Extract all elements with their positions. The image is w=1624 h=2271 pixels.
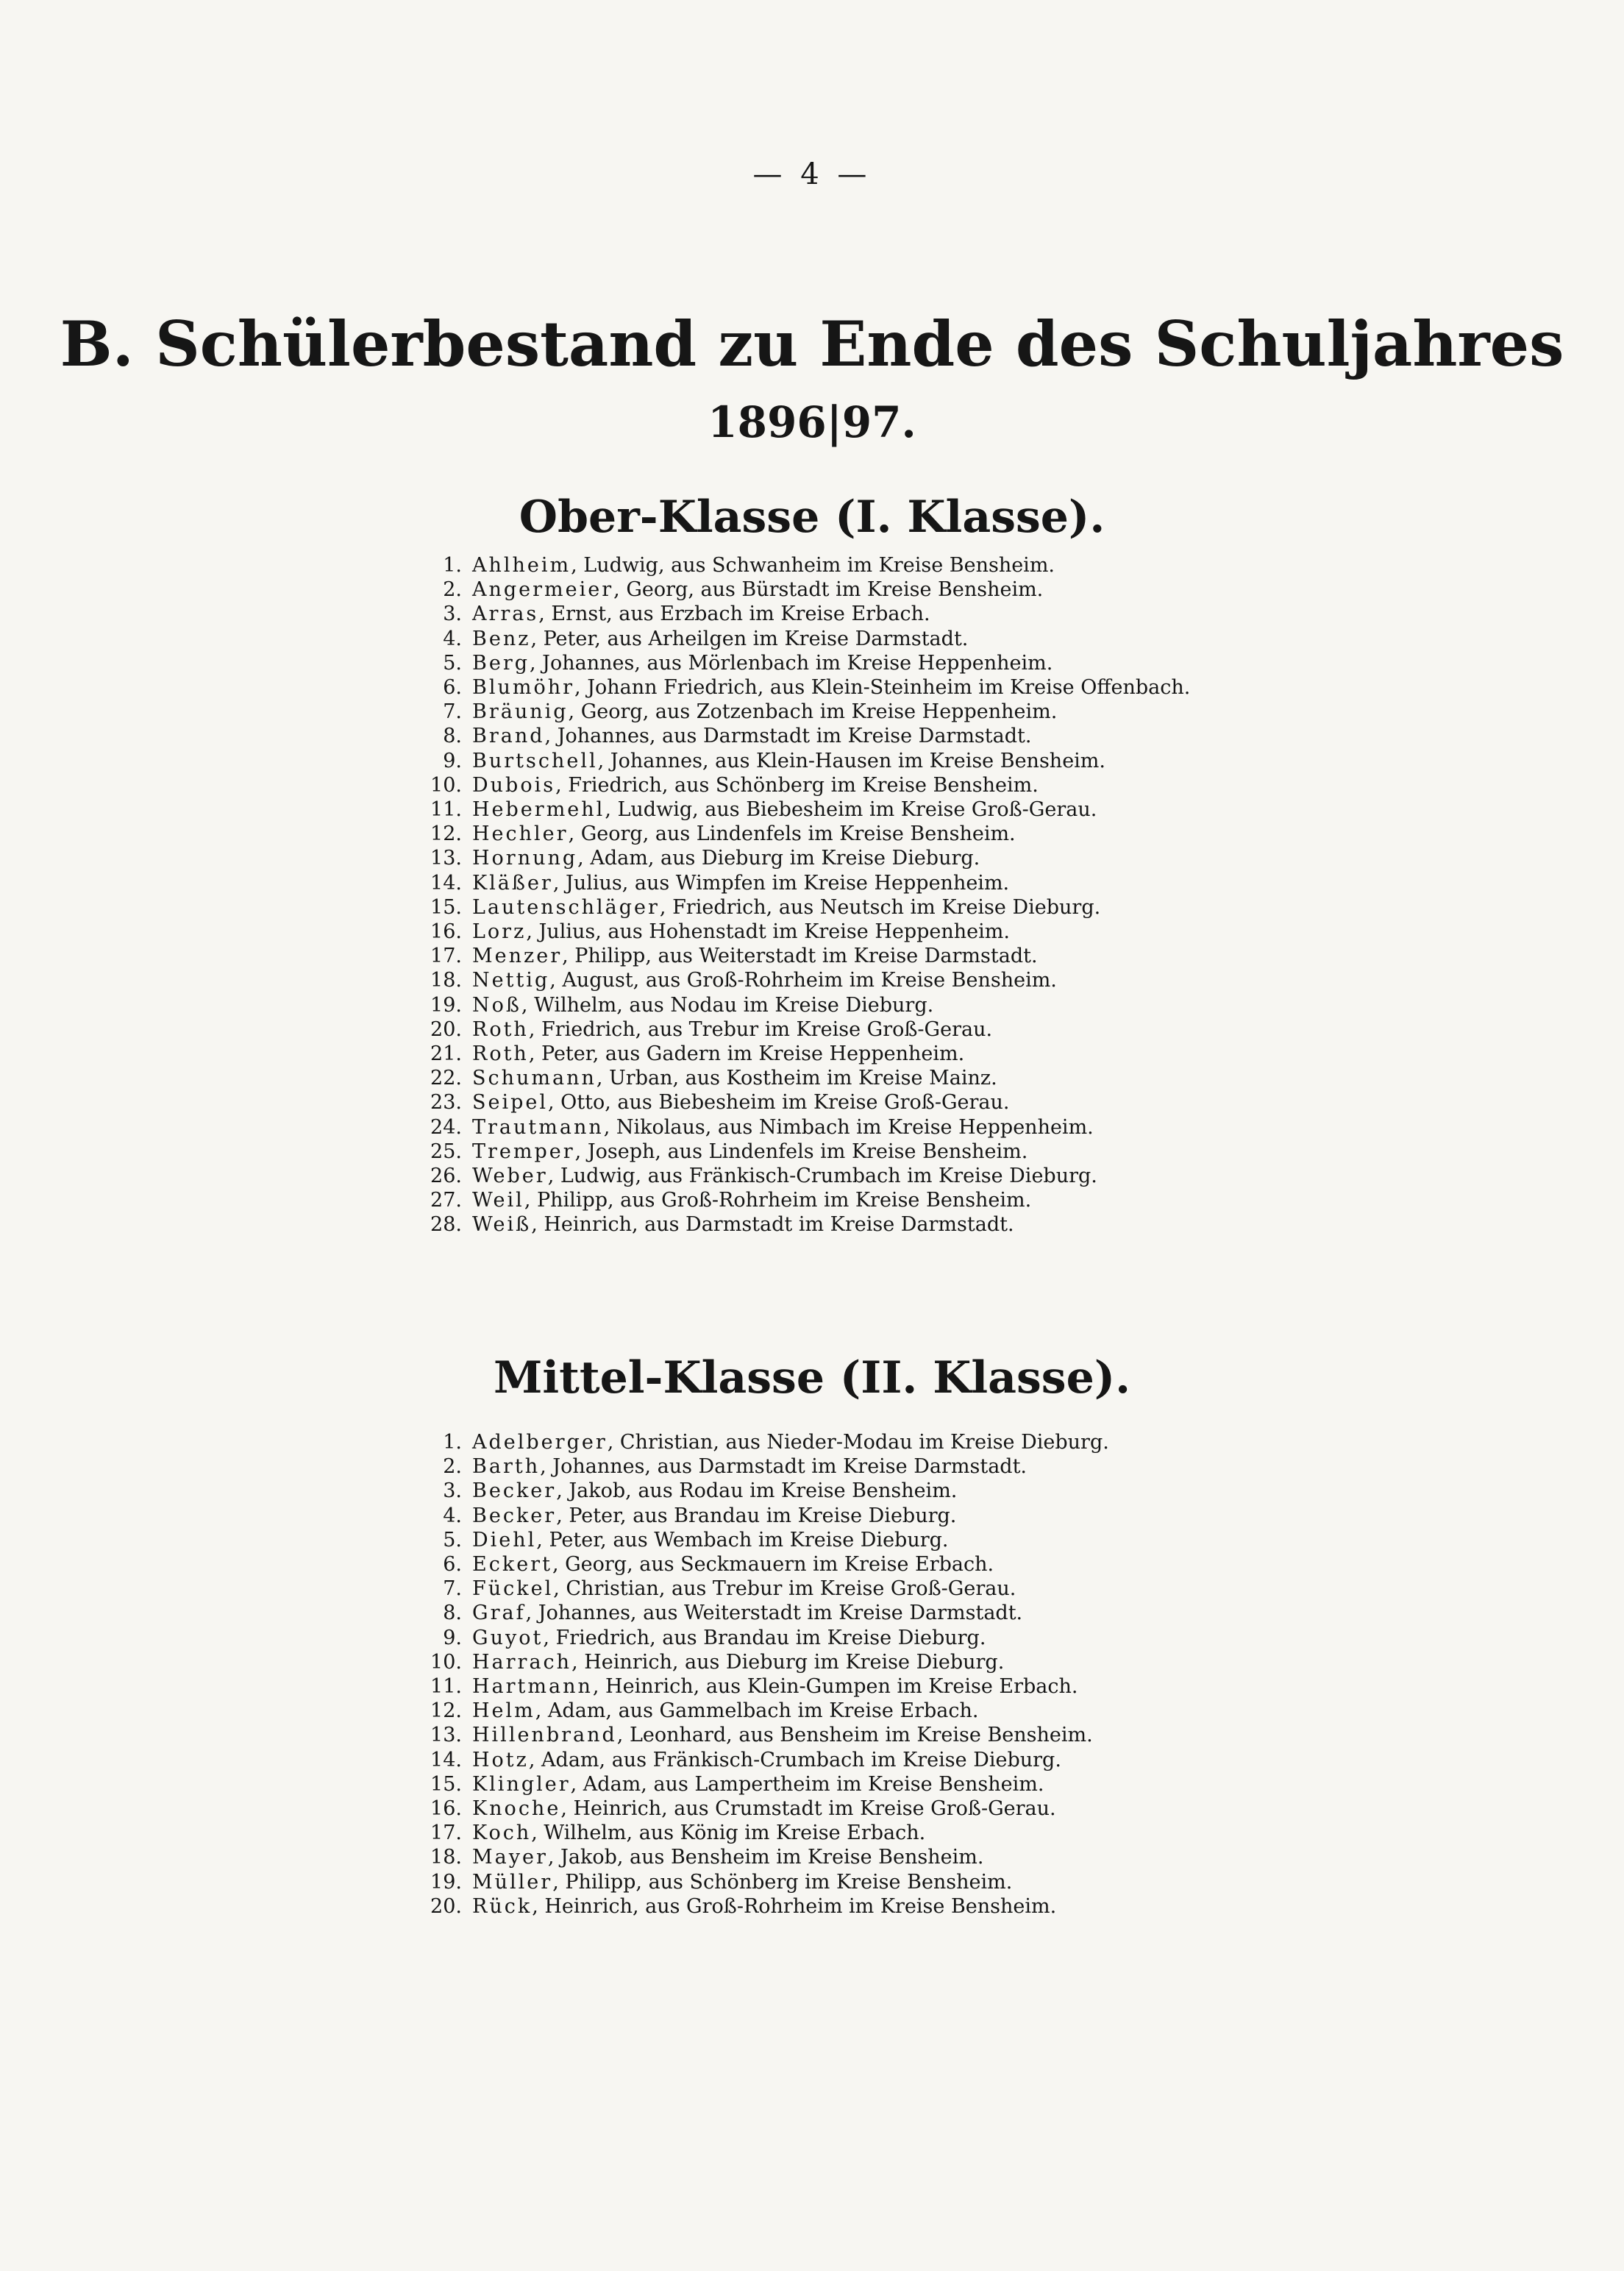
student-surname: Berg — [472, 651, 530, 675]
student-row — [397, 651, 1236, 675]
student-entry — [472, 1212, 1236, 1237]
student-number: 13. — [430, 847, 462, 870]
student-entry — [472, 1066, 1236, 1090]
student-list-ober-klasse — [397, 553, 1236, 1237]
student-details: , Friedrich, aus Trebur im Kreise Groß-Gerau. — [528, 1017, 993, 1041]
student-details: , Peter, aus Arheilgen im Kreise Darmstadt. — [530, 627, 969, 650]
student-entry — [472, 1650, 1236, 1674]
student-number: 24. — [430, 1115, 462, 1139]
student-surname: Hillenbrand — [472, 1724, 617, 1747]
student-entry — [472, 1528, 1236, 1552]
student-entry — [472, 1479, 1236, 1503]
student-number: 4. — [443, 1504, 462, 1527]
page-number: — 4 — — [752, 157, 872, 191]
student-details: , Julius, aus Hohenstadt im Kreise Heppenheim. — [526, 920, 1010, 944]
student-number: 6. — [443, 1553, 462, 1577]
student-entry — [472, 1674, 1236, 1699]
student-details: , Peter, aus Gadern im Kreise Heppenheim. — [528, 1042, 965, 1066]
student-entry — [472, 1430, 1236, 1454]
student-details: , Georg, aus Bürstadt im Kreise Bensheim. — [613, 578, 1044, 602]
page-title: B. Schülerbestand zu Ende des Schuljahres — [60, 308, 1564, 380]
student-row — [397, 1528, 1236, 1552]
student-entry — [472, 1188, 1236, 1212]
student-number: 12. — [430, 822, 462, 846]
student-surname: Becker — [472, 1479, 557, 1503]
student-row — [397, 1796, 1236, 1821]
student-entry — [472, 553, 1236, 577]
student-entry — [472, 749, 1236, 773]
student-details: , Peter, aus Wembach im Kreise Dieburg. — [536, 1528, 949, 1552]
student-surname: Tremper — [472, 1140, 575, 1163]
student-entry — [472, 1894, 1236, 1919]
section-heading-ober-klasse: Ober-Klasse (I. Klasse). — [519, 491, 1105, 543]
student-row — [397, 1212, 1236, 1237]
student-entry — [472, 846, 1236, 870]
student-details: , Peter, aus Brandau im Kreise Dieburg. — [556, 1504, 957, 1527]
student-surname: Klingler — [472, 1772, 571, 1796]
student-surname: Weil — [472, 1189, 524, 1212]
student-number: 25. — [430, 1140, 462, 1163]
student-number: 17. — [430, 1822, 462, 1845]
student-entry — [472, 895, 1236, 920]
student-number: 8. — [443, 1602, 462, 1625]
student-number: 27. — [430, 1189, 462, 1212]
student-details: , Georg, aus Zotzenbach im Kreise Heppenheim. — [568, 700, 1058, 724]
student-surname: Guyot — [472, 1626, 544, 1649]
student-number: 18. — [430, 969, 462, 992]
student-details: , Johann Friedrich, aus Klein-Steinheim im Kreise Offenbach. — [574, 676, 1191, 700]
student-row — [397, 700, 1236, 724]
student-details: , Urban, aus Kostheim im Kreise Mainz. — [596, 1067, 997, 1090]
student-entry — [472, 1164, 1236, 1188]
student-entry — [472, 1626, 1236, 1650]
student-details: , Wilhelm, aus Nodau im Kreise Dieburg. — [521, 993, 934, 1017]
student-row — [397, 1017, 1236, 1042]
student-surname: Mayer — [472, 1846, 548, 1869]
student-row — [397, 1821, 1236, 1845]
student-surname: Angermeier — [472, 578, 614, 602]
student-number: 28. — [430, 1213, 462, 1237]
student-row — [397, 1042, 1236, 1066]
student-details: , Ernst, aus Erzbach im Kreise Erbach. — [538, 603, 930, 626]
student-row — [397, 773, 1236, 797]
student-details: , August, aus Groß-Rohrheim im Kreise Bensheim. — [549, 969, 1057, 992]
student-number: 10. — [430, 773, 462, 797]
student-number: 16. — [430, 1797, 462, 1821]
student-row — [397, 1674, 1236, 1699]
student-details: , Adam, aus Fränkisch-Crumbach im Kreise Dieburg. — [528, 1748, 1061, 1771]
student-details: , Christian, aus Nieder-Modau im Kreise Dieburg. — [607, 1431, 1109, 1454]
student-number: 22. — [430, 1067, 462, 1090]
student-entry — [472, 1504, 1236, 1528]
student-entry — [472, 1140, 1236, 1164]
student-details: , Adam, aus Lampertheim im Kreise Bensheim. — [570, 1772, 1044, 1796]
student-surname: Müller — [472, 1870, 553, 1894]
student-number: 11. — [430, 798, 462, 822]
student-entry — [472, 1017, 1236, 1042]
student-number: 23. — [430, 1091, 462, 1115]
student-details: , Heinrich, aus Dieburg im Kreise Dieburg. — [571, 1650, 1005, 1674]
student-row — [397, 675, 1236, 700]
student-details: , Joseph, aus Lindenfels im Kreise Bensheim. — [574, 1140, 1028, 1163]
student-surname: Dubois — [472, 773, 556, 797]
student-surname: Hornung — [472, 847, 578, 870]
student-surname: Ahlheim — [472, 554, 571, 577]
student-surname: Brand — [472, 725, 545, 748]
student-number: 9. — [443, 1626, 462, 1649]
student-details: , Philipp, aus Weiterstadt im Kreise Darmstadt. — [562, 945, 1038, 968]
student-surname: Trautmann — [472, 1115, 604, 1139]
student-details: , Johannes, aus Darmstadt im Kreise Darmstadt. — [544, 725, 1032, 748]
student-details: , Johannes, aus Mörlenbach im Kreise Heppenheim. — [530, 651, 1053, 675]
student-number: 26. — [430, 1165, 462, 1188]
student-number: 13. — [430, 1724, 462, 1747]
student-entry — [472, 1821, 1236, 1845]
student-row — [397, 602, 1236, 626]
student-entry — [472, 1042, 1236, 1066]
student-number: 8. — [443, 725, 462, 748]
student-number: 5. — [443, 651, 462, 675]
student-row — [397, 1164, 1236, 1188]
student-row — [397, 1601, 1236, 1625]
student-surname: Weber — [472, 1165, 548, 1188]
student-row — [397, 1090, 1236, 1115]
student-entry — [472, 577, 1236, 602]
student-surname: Graf — [472, 1602, 526, 1625]
student-surname: Hechler — [472, 822, 569, 846]
student-row — [397, 846, 1236, 870]
student-number: 15. — [430, 895, 462, 919]
student-details: , Ludwig, aus Biebesheim im Kreise Groß-Gerau. — [605, 798, 1097, 822]
student-row — [397, 1870, 1236, 1894]
student-details: , Friedrich, aus Brandau im Kreise Dieburg. — [543, 1626, 986, 1649]
student-row — [397, 1115, 1236, 1140]
student-surname: Roth — [472, 1017, 529, 1041]
student-details: , Christian, aus Trebur im Kreise Groß-Gerau. — [553, 1577, 1016, 1601]
student-row — [397, 1845, 1236, 1869]
student-row — [397, 1140, 1236, 1164]
student-surname: Hartmann — [472, 1675, 593, 1699]
student-details: , Georg, aus Seckmauern im Kreise Erbach. — [552, 1553, 994, 1577]
student-row — [397, 895, 1236, 920]
student-details: , Jakob, aus Bensheim im Kreise Bensheim. — [547, 1846, 984, 1869]
student-details: , Heinrich, aus Klein-Gumpen im Kreise Erbach. — [592, 1675, 1078, 1699]
student-surname: Kläßer — [472, 871, 553, 895]
student-number: 20. — [430, 1894, 462, 1918]
student-surname: Noß — [472, 993, 521, 1017]
student-number: 14. — [430, 1748, 462, 1771]
student-details: , Leonhard, aus Bensheim im Kreise Bensheim. — [616, 1724, 1093, 1747]
student-entry — [472, 920, 1236, 944]
student-entry — [472, 1796, 1236, 1821]
student-surname: Burtschell — [472, 749, 598, 772]
student-details: , Ludwig, aus Fränkisch-Crumbach im Kreise Dieburg. — [547, 1165, 1097, 1188]
student-surname: Menzer — [472, 945, 563, 968]
student-details: , Johannes, aus Klein-Hausen im Kreise Bensheim. — [597, 749, 1105, 772]
student-row — [397, 1066, 1236, 1090]
student-entry — [472, 651, 1236, 675]
student-row — [397, 553, 1236, 577]
student-entry — [472, 700, 1236, 724]
student-row — [397, 1552, 1236, 1577]
student-number: 1. — [443, 1431, 462, 1454]
student-surname: Blumöhr — [472, 676, 575, 700]
student-surname: Fückel — [472, 1577, 554, 1601]
student-row — [397, 797, 1236, 822]
student-row — [397, 1894, 1236, 1919]
student-entry — [472, 602, 1236, 626]
student-number: 18. — [430, 1846, 462, 1869]
student-surname: Barth — [472, 1455, 541, 1479]
student-entry — [472, 1577, 1236, 1601]
student-row — [397, 577, 1236, 602]
student-row — [397, 1504, 1236, 1528]
student-details: , Friedrich, aus Neutsch im Kreise Dieburg. — [659, 895, 1101, 919]
student-row — [397, 724, 1236, 748]
student-details: , Heinrich, aus Groß-Rohrheim im Kreise Bensheim. — [532, 1894, 1057, 1918]
student-entry — [472, 724, 1236, 748]
student-entry — [472, 773, 1236, 797]
student-row — [397, 1626, 1236, 1650]
student-details: , Nikolaus, aus Nimbach im Kreise Heppenheim. — [603, 1115, 1094, 1139]
student-surname: Lautenschläger — [472, 895, 660, 919]
student-number: 2. — [443, 1455, 462, 1479]
student-number: 11. — [430, 1675, 462, 1699]
student-number: 4. — [443, 627, 462, 650]
student-surname: Knoche — [472, 1797, 561, 1821]
student-number: 20. — [430, 1017, 462, 1041]
student-number: 12. — [430, 1699, 462, 1723]
student-row — [397, 993, 1236, 1017]
student-details: , Otto, aus Biebesheim im Kreise Groß-Gerau. — [548, 1091, 1010, 1115]
student-entry — [472, 1601, 1236, 1625]
student-surname: Weiß — [472, 1213, 532, 1237]
student-entry — [472, 968, 1236, 992]
student-row — [397, 1188, 1236, 1212]
student-number: 6. — [443, 676, 462, 700]
student-number: 3. — [443, 1479, 462, 1503]
student-number: 17. — [430, 945, 462, 968]
student-row — [397, 920, 1236, 944]
student-details: , Friedrich, aus Schönberg im Kreise Bensheim. — [555, 773, 1039, 797]
student-entry — [472, 1552, 1236, 1577]
student-number: 21. — [430, 1042, 462, 1066]
student-number: 3. — [443, 603, 462, 626]
student-entry — [472, 1699, 1236, 1723]
student-details: , Philipp, aus Groß-Rohrheim im Kreise Bensheim. — [524, 1189, 1032, 1212]
student-details: , Julius, aus Wimpfen im Kreise Heppenheim. — [552, 871, 1010, 895]
student-details: , Adam, aus Gammelbach im Kreise Erbach. — [535, 1699, 979, 1723]
student-number: 7. — [443, 700, 462, 724]
student-surname: Seipel — [472, 1091, 549, 1115]
student-surname: Hebermehl — [472, 798, 605, 822]
student-entry — [472, 944, 1236, 968]
student-number: 19. — [430, 1870, 462, 1894]
student-surname: Bräunig — [472, 700, 569, 724]
student-details: , Philipp, aus Schönberg im Kreise Bensheim. — [552, 1870, 1013, 1894]
student-entry — [472, 627, 1236, 651]
student-entry — [472, 1845, 1236, 1869]
student-row — [397, 871, 1236, 895]
student-number: 1. — [443, 554, 462, 577]
student-surname: Schumann — [472, 1067, 596, 1090]
student-entry — [472, 1723, 1236, 1747]
student-number: 19. — [430, 993, 462, 1017]
student-row — [397, 1454, 1236, 1479]
student-row — [397, 1723, 1236, 1747]
student-details: , Heinrich, aus Darmstadt im Kreise Darmstadt. — [531, 1213, 1014, 1237]
student-details: , Adam, aus Dieburg im Kreise Dieburg. — [577, 847, 980, 870]
student-row — [397, 749, 1236, 773]
student-entry — [472, 1454, 1236, 1479]
student-row — [397, 1577, 1236, 1601]
student-entry — [472, 871, 1236, 895]
section-heading-mittel-klasse: Mittel-Klasse (II. Klasse). — [493, 1352, 1131, 1404]
student-list-mittel-klasse — [397, 1430, 1236, 1919]
student-details: , Ludwig, aus Schwanheim im Kreise Bensheim. — [571, 554, 1055, 577]
student-row — [397, 1699, 1236, 1723]
student-number: 10. — [430, 1650, 462, 1674]
student-row — [397, 1479, 1236, 1503]
student-entry — [472, 1870, 1236, 1894]
student-number: 5. — [443, 1528, 462, 1552]
student-surname: Hotz — [472, 1748, 529, 1771]
student-surname: Nettig — [472, 969, 550, 992]
student-row — [397, 968, 1236, 992]
student-surname: Becker — [472, 1504, 557, 1527]
student-details: , Heinrich, aus Crumstadt im Kreise Groß-Gerau. — [560, 1797, 1056, 1821]
student-entry — [472, 993, 1236, 1017]
student-row — [397, 1748, 1236, 1772]
student-number: 16. — [430, 920, 462, 944]
student-surname: Benz — [472, 627, 531, 650]
student-surname: Eckert — [472, 1553, 552, 1577]
student-entry — [472, 822, 1236, 846]
student-details: , Jakob, aus Rodau im Kreise Bensheim. — [556, 1479, 958, 1503]
student-entry — [472, 1090, 1236, 1115]
student-surname: Roth — [472, 1042, 529, 1066]
student-details: , Johannes, aus Darmstadt im Kreise Darmstadt. — [540, 1455, 1028, 1479]
student-entry — [472, 1772, 1236, 1796]
student-row — [397, 1772, 1236, 1796]
student-entry — [472, 797, 1236, 822]
student-row — [397, 822, 1236, 846]
student-number: 7. — [443, 1577, 462, 1601]
student-details: , Wilhelm, aus König im Kreise Erbach. — [531, 1822, 926, 1845]
student-surname: Rück — [472, 1894, 533, 1918]
student-row — [397, 944, 1236, 968]
student-surname: Lorz — [472, 920, 527, 944]
student-row — [397, 627, 1236, 651]
student-surname: Arras — [472, 603, 539, 626]
student-entry — [472, 675, 1236, 700]
student-row — [397, 1650, 1236, 1674]
student-surname: Diehl — [472, 1528, 537, 1552]
student-row — [397, 1430, 1236, 1454]
student-surname: Helm — [472, 1699, 535, 1723]
school-year: 1896|97. — [708, 397, 916, 447]
student-surname: Adelberger — [472, 1431, 608, 1454]
student-number: 15. — [430, 1772, 462, 1796]
student-details: , Georg, aus Lindenfels im Kreise Bensheim. — [568, 822, 1016, 846]
student-number: 9. — [443, 749, 462, 772]
student-number: 14. — [430, 871, 462, 895]
student-details: , Johannes, aus Weiterstadt im Kreise Darmstadt. — [525, 1602, 1023, 1625]
student-surname: Harrach — [472, 1650, 572, 1674]
student-entry — [472, 1748, 1236, 1772]
student-entry — [472, 1115, 1236, 1140]
student-number: 2. — [443, 578, 462, 602]
student-surname: Koch — [472, 1822, 532, 1845]
